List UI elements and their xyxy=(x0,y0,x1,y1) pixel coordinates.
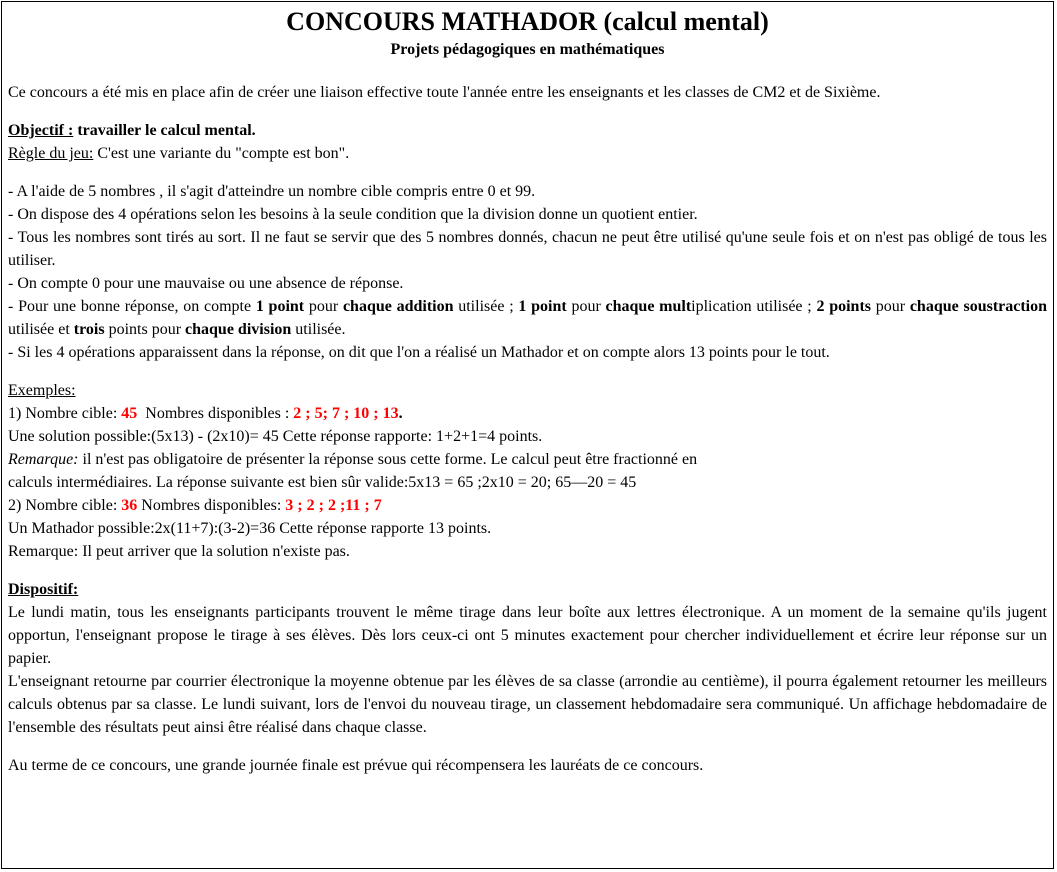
scoring-text: utilisée ; xyxy=(453,298,519,315)
intro-paragraph: Ce concours a été mis en place afin de créer une liaison effective toute l'année entre les enseignants et les classes de CM2 et de Sixième. xyxy=(8,84,881,101)
page-subtitle: Projets pédagogiques en mathématiques xyxy=(390,41,665,58)
scoring-text: pour xyxy=(566,298,606,315)
rule-item: - On compte 0 pour une mauvaise ou une absence de réponse. xyxy=(8,275,404,292)
document-frame xyxy=(1,1,1054,869)
remark-label: Remarque: xyxy=(8,451,79,468)
scoring-text: iplication utilisée ; xyxy=(691,298,817,315)
dispositif-paragraph: L'enseignant retourne par courrier électronique la moyenne obtenue par les élèves de sa classe (arrondie au centième), il pourra également retourner les meilleurs calculs obtenus par sa classe. Le lundi suivant, lors de l'envoi du nouveau tirage, un classement hebdomadaire sera communiqué. Un affichage hebdomadaire de l'ensemble des résultats peut ainsi être réalisé dans chaque classe. xyxy=(8,673,1047,736)
scoring-bold: chaque mult xyxy=(605,298,692,315)
rule-item: - A l'aide de 5 nombres , il s'agit d'atteindre un nombre cible compris entre 0 et 99. xyxy=(8,183,536,200)
page-title: CONCOURS MATHADOR (calcul mental) xyxy=(286,7,769,36)
remark-line xyxy=(8,448,1047,471)
example-text: . xyxy=(398,405,403,422)
example-1-target: 45 xyxy=(121,405,138,422)
scoring-bold: 1 point xyxy=(255,298,305,315)
rule-item: - On dispose des 4 opérations selon les besoins à la seule condition que la division donne un quotient entier. xyxy=(8,206,698,223)
scoring-text: utilisée et xyxy=(8,321,74,338)
scoring-bold: trois xyxy=(73,321,105,338)
example-text: 1) Nombre cible: xyxy=(8,405,122,422)
examples-label: Exemples: xyxy=(8,382,76,399)
scoring-text: utilisée. xyxy=(291,321,346,338)
scoring-bold: 2 points xyxy=(816,298,872,315)
example-text: Nombres disponibles : xyxy=(137,405,294,422)
scoring-bold: 1 point xyxy=(518,298,567,315)
regle-label: Règle du jeu: xyxy=(8,145,94,162)
example-text: 2) Nombre cible: xyxy=(8,497,122,514)
scoring-text: pour xyxy=(304,298,343,315)
example-1-line xyxy=(8,402,1047,425)
objectif-line xyxy=(8,119,1047,142)
scoring-bold: chaque addition xyxy=(342,298,454,315)
examples-heading xyxy=(8,379,1047,402)
scoring-bold: chaque division xyxy=(185,321,292,338)
regle-line xyxy=(8,142,1047,165)
dispositif-heading xyxy=(8,578,1047,601)
example-text: Nombres disponibles: xyxy=(137,497,286,514)
scoring-bold: chaque soustraction xyxy=(909,298,1048,315)
dispositif-paragraph: Le lundi matin, tous les enseignants participants trouvent le même tirage dans leur boîte aux lettres électronique. A un moment de la semaine qu'ils jugent opportun, l'enseignant propose le tirage à ses élèves. Dès lors ceux-ci ont 5 minutes exactement pour chercher individuellement et écrire leur réponse sur un papier. xyxy=(8,604,1047,667)
example-2-line xyxy=(8,494,1047,517)
remark-text: il n'est pas obligatoire de présenter la réponse sous cette forme. Le calcul peut être fractionné en xyxy=(78,451,698,468)
rule-item: - Tous les nombres sont tirés au sort. Il ne faut se servir que des 5 nombres donnés, chacun ne peut être utilisé qu'une seule fois et on n'est pas obligé de tous les utiliser. xyxy=(8,229,1047,269)
example-2-numbers: 3 ; 2 ; 2 ;11 ; 7 xyxy=(285,497,382,514)
example-2-solution: Un Mathador possible:2x(11+7):(3-2)=36 Cette réponse rapporte 13 points. xyxy=(8,520,492,537)
scoring-rule xyxy=(8,295,1047,341)
dispositif-label: Dispositif: xyxy=(8,581,79,598)
objectif-label: Objectif : xyxy=(8,122,74,139)
scoring-text: points pour xyxy=(104,321,186,338)
conclusion-paragraph: Au terme de ce concours, une grande journée finale est prévue qui récompensera les lauréats de ce concours. xyxy=(8,757,704,774)
scoring-text: pour xyxy=(871,298,910,315)
rule-mathador: - Si les 4 opérations apparaissent dans la réponse, on dit que l'on a réalisé un Mathador et on compte alors 13 points pour le tout. xyxy=(8,344,830,361)
scoring-text: - Pour une bonne réponse, on compte xyxy=(8,298,256,315)
example-2-target: 36 xyxy=(121,497,138,514)
example-1-solution: Une solution possible:(5x13) - (2x10)= 45 Cette réponse rapporte: 1+2+1=4 points. xyxy=(8,428,543,445)
example-2-remark: Remarque: Il peut arriver que la solution n'existe pas. xyxy=(8,543,350,560)
example-1-numbers: 2 ; 5; 7 ; 10 ; 13 xyxy=(293,405,399,422)
objectif-text: travailler le calcul mental. xyxy=(73,122,256,139)
regle-text: C'est une variante du "compte est bon". xyxy=(93,145,350,162)
remark-line-2: calculs intermédiaires. La réponse suivante est bien sûr valide:5x13 = 65 ;2x10 = 20; 65—20 = 45 xyxy=(8,474,637,491)
